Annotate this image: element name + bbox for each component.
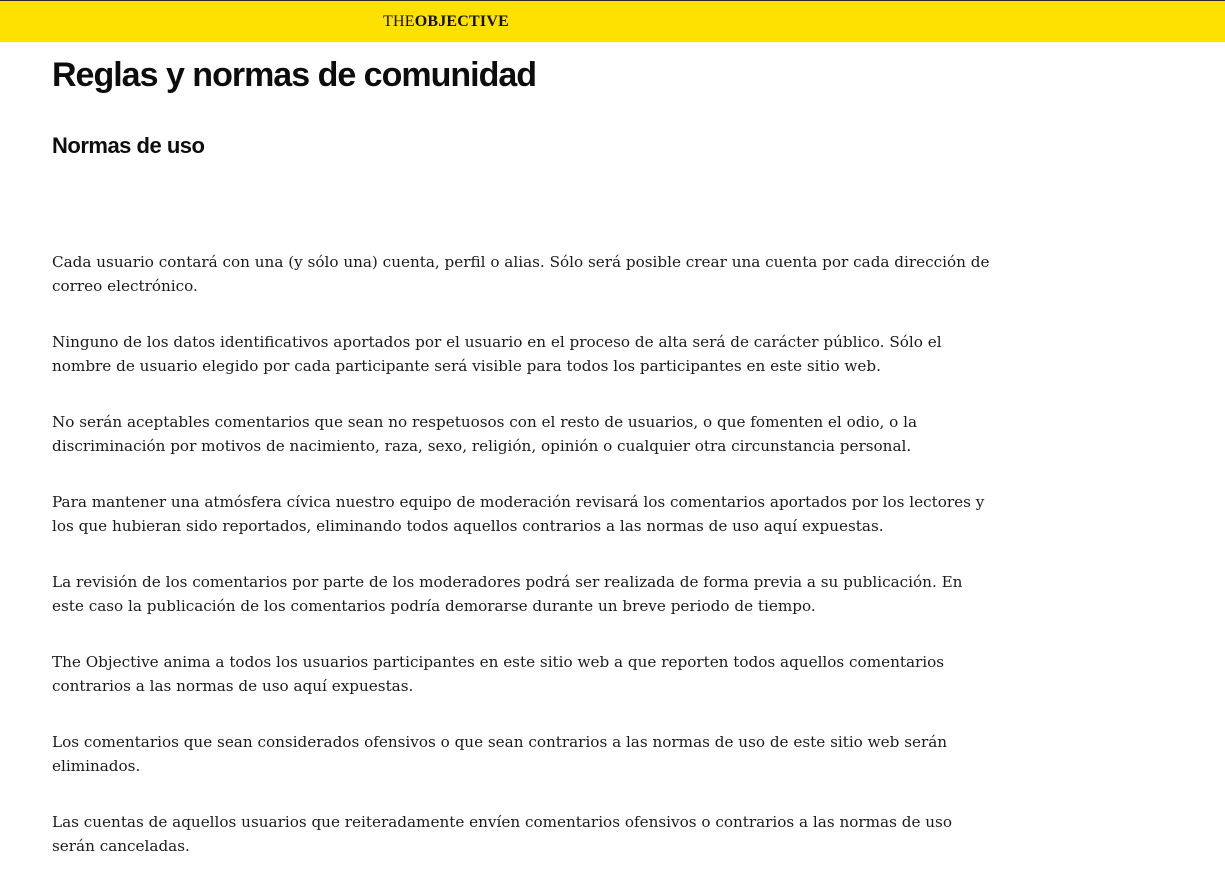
- rule-paragraph: Cada usuario contará con una (y sólo una) cuenta, perfil o alias. Sólo será posible crear una cuenta por cada dirección de correo electrónico.: [52, 253, 990, 295]
- top-bar: [0, 0, 1225, 42]
- rule-paragraph: The Objective anima a todos los usuarios participantes en este sitio web a que reporten todos aquellos comentarios contrarios a las normas de uso aquí expuestas.: [52, 653, 945, 695]
- rule-paragraph: No serán aceptables comentarios que sean no respetuosos con el resto de usuarios, o que fomenten el odio, o la discriminación por motivos de nacimiento, raza, sexo, religión, opinión o cualquier otra circunstancia personal.: [52, 413, 918, 455]
- logo-the-text: THE: [383, 13, 415, 30]
- rules-list: [52, 250, 992, 875]
- logo-objective-text: OBJECTIVE: [414, 13, 509, 30]
- site-logo-link[interactable]: [383, 12, 509, 32]
- page-title: Reglas y normas de comunidad: [52, 56, 537, 94]
- rule-paragraph: Ninguno de los datos identificativos aportados por el usuario en el proceso de alta será de carácter público. Sólo el nombre de usuario elegido por cada participante será visible para todos los participantes en este sitio web.: [52, 333, 942, 375]
- section-title: Normas de uso: [52, 133, 205, 158]
- rule-paragraph: Las cuentas de aquellos usuarios que reiteradamente envíen comentarios ofensivos o contrarios a las normas de uso serán canceladas.: [52, 813, 952, 855]
- rule-paragraph: Los comentarios que sean considerados ofensivos o que sean contrarios a las normas de uso de este sitio web serán eliminados.: [52, 733, 948, 775]
- rule-paragraph: Para mantener una atmósfera cívica nuestro equipo de moderación revisará los comentarios aportados por los lectores y los que hubieran sido reportados, eliminando todos aquellos contrarios a las normas de uso aquí expuestas.: [52, 493, 985, 535]
- rule-paragraph: La revisión de los comentarios por parte de los moderadores podrá ser realizada de forma previa a su publicación. En este caso la publicación de los comentarios podría demorarse durante un breve periodo de tiempo.: [52, 573, 963, 615]
